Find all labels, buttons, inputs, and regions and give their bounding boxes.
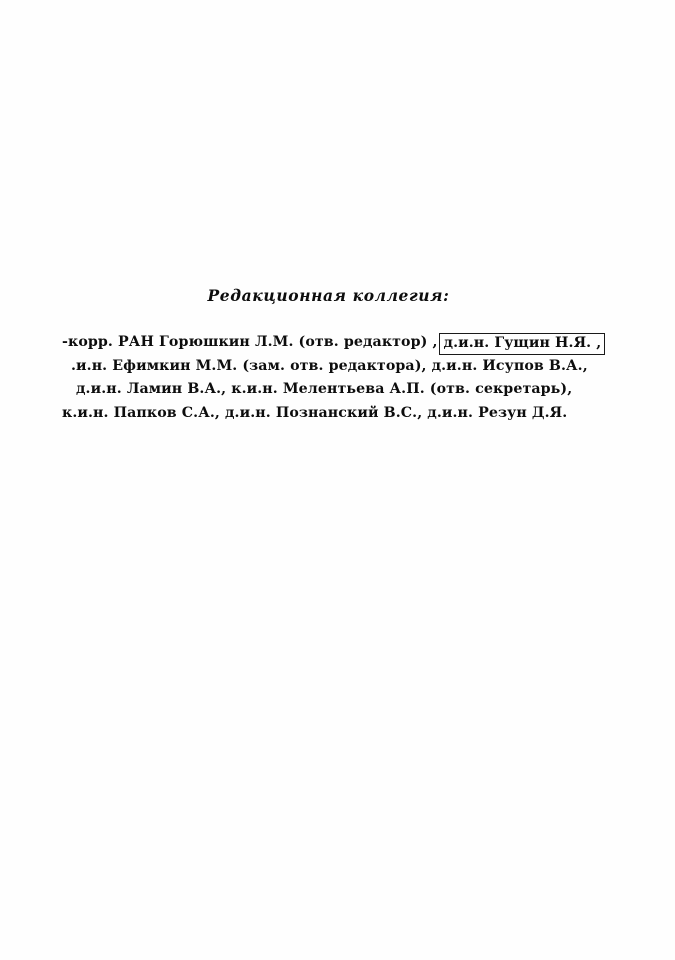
editorial-board-members xyxy=(0,331,675,425)
member-line xyxy=(62,378,623,402)
editorial-board-heading: Редакционная коллегия: xyxy=(207,286,450,305)
member-line xyxy=(62,402,623,426)
member-line-text: -корр. РАН Горюшкин Л.М. (отв. редактор) , xyxy=(62,334,438,350)
member-line xyxy=(62,355,623,379)
editorial-board-block xyxy=(0,286,675,425)
member-line xyxy=(62,331,623,355)
member-line-text: .и.н. Ефимкин М.М. (зам. отв. редактора), д.и.н. Исупов В.А., xyxy=(71,357,588,374)
member-line-text: к.и.н. Папков С.А., д.и.н. Познанский В.С., д.и.н. Резун Д.Я. xyxy=(62,404,568,421)
member-line-text: д.и.н. Ламин В.А., к.и.н. Мелентьева А.П. (отв. секретарь), xyxy=(76,381,573,397)
highlighted-name-box: д.и.н. Гущин Н.Я. , xyxy=(439,333,606,355)
